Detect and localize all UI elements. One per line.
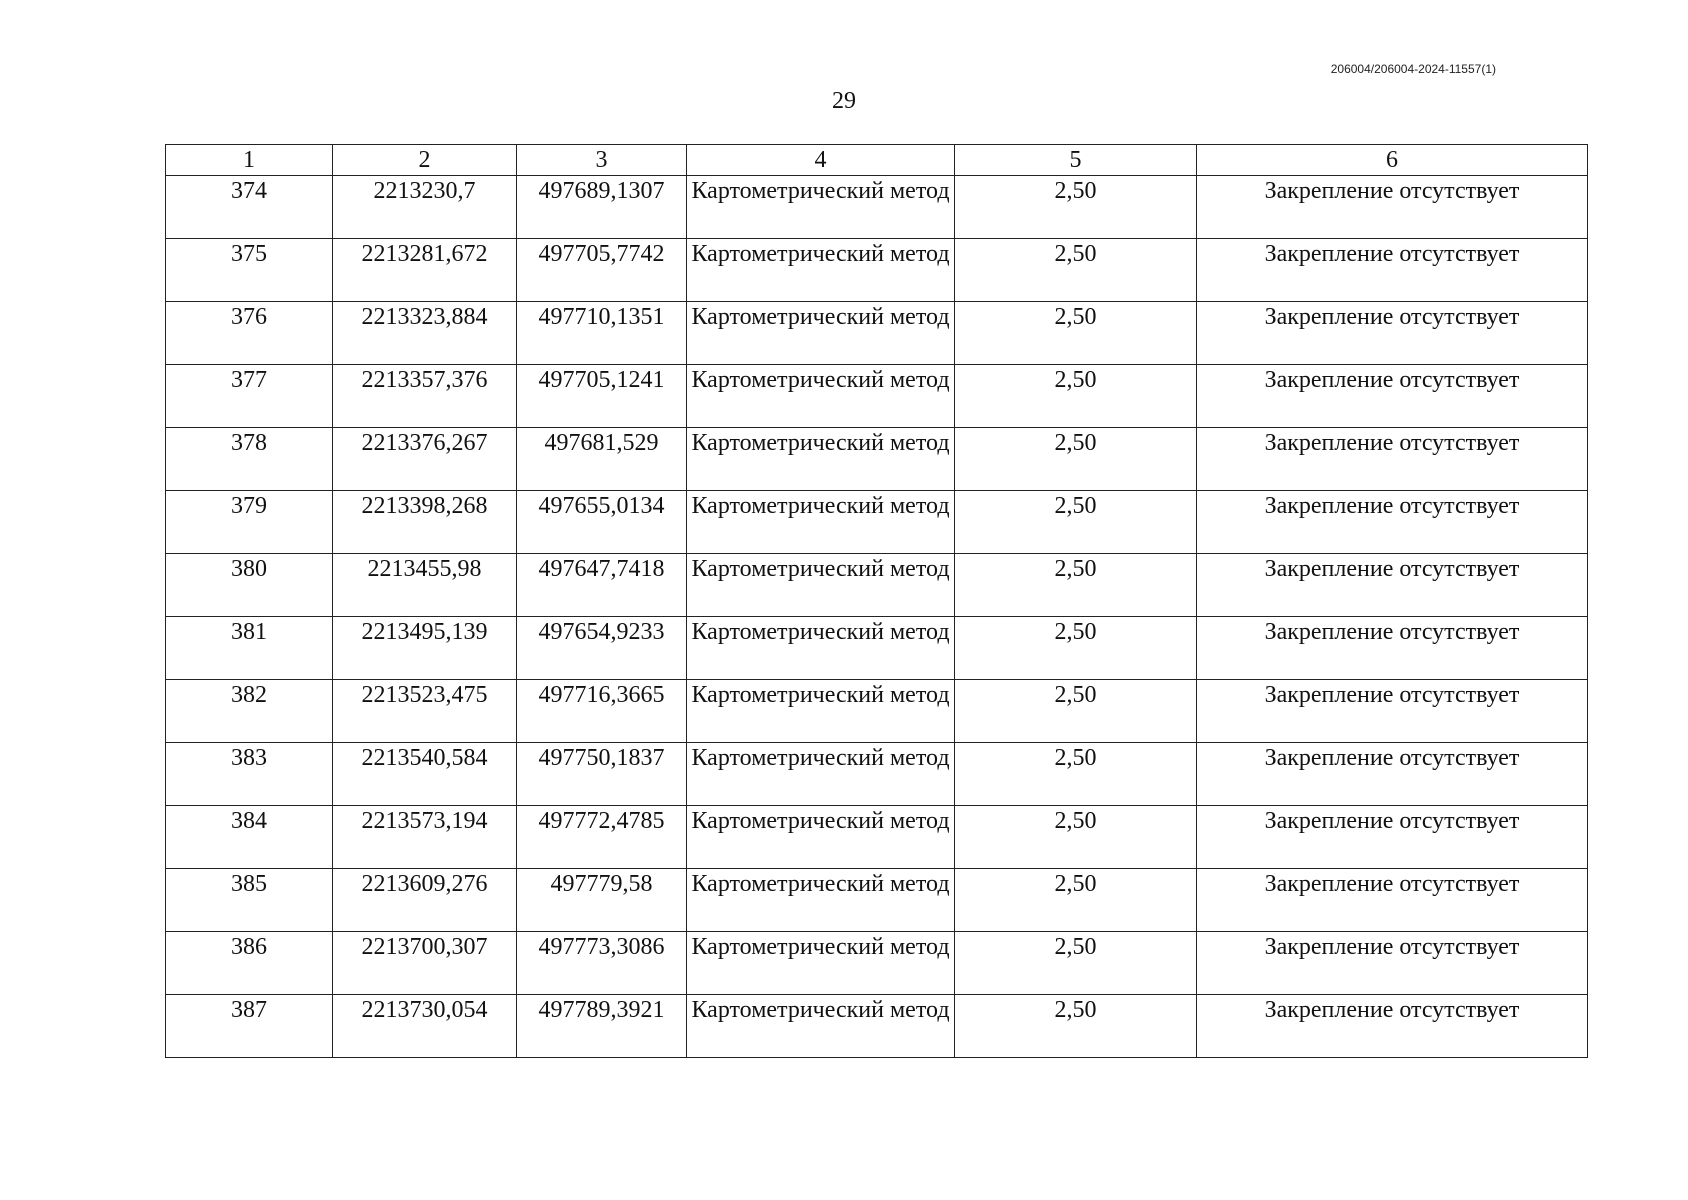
marking-cell: Закрепление отсутствует	[1197, 176, 1588, 239]
y-coordinate-cell: 497716,3665	[517, 680, 687, 743]
marking-cell: Закрепление отсутствует	[1197, 491, 1588, 554]
document-id: 206004/206004-2024-11557(1)	[1330, 62, 1496, 76]
accuracy-cell: 2,50	[955, 365, 1197, 428]
marking-cell: Закрепление отсутствует	[1197, 554, 1588, 617]
method-cell: Картометрический метод	[687, 743, 955, 806]
marking-cell: Закрепление отсутствует	[1197, 743, 1588, 806]
x-coordinate-cell: 2213357,376	[333, 365, 517, 428]
method-cell: Картометрический метод	[687, 302, 955, 365]
method-cell: Картометрический метод	[687, 554, 955, 617]
x-coordinate-cell: 2213573,194	[333, 806, 517, 869]
x-coordinate-cell: 2213230,7	[333, 176, 517, 239]
table-row	[166, 869, 1588, 932]
table-row	[166, 932, 1588, 995]
accuracy-cell: 2,50	[955, 176, 1197, 239]
x-coordinate-cell: 2213523,475	[333, 680, 517, 743]
y-coordinate-cell: 497710,1351	[517, 302, 687, 365]
point-number-cell: 381	[166, 617, 333, 680]
y-coordinate-cell: 497789,3921	[517, 995, 687, 1058]
point-number-cell: 375	[166, 239, 333, 302]
marking-cell: Закрепление отсутствует	[1197, 995, 1588, 1058]
coordinates-table	[165, 144, 1588, 1058]
point-number-cell: 377	[166, 365, 333, 428]
point-number-cell: 383	[166, 743, 333, 806]
column-header: 3	[517, 145, 687, 176]
y-coordinate-cell: 497779,58	[517, 869, 687, 932]
point-number-cell: 387	[166, 995, 333, 1058]
point-number-cell: 382	[166, 680, 333, 743]
marking-cell: Закрепление отсутствует	[1197, 365, 1588, 428]
accuracy-cell: 2,50	[955, 995, 1197, 1058]
method-cell: Картометрический метод	[687, 869, 955, 932]
point-number-cell: 384	[166, 806, 333, 869]
table-row	[166, 302, 1588, 365]
point-number-cell: 378	[166, 428, 333, 491]
table-row	[166, 176, 1588, 239]
column-header: 1	[166, 145, 333, 176]
table-row	[166, 428, 1588, 491]
marking-cell: Закрепление отсутствует	[1197, 302, 1588, 365]
table-row	[166, 554, 1588, 617]
method-cell: Картометрический метод	[687, 239, 955, 302]
x-coordinate-cell: 2213609,276	[333, 869, 517, 932]
method-cell: Картометрический метод	[687, 491, 955, 554]
table-row	[166, 806, 1588, 869]
y-coordinate-cell: 497705,7742	[517, 239, 687, 302]
accuracy-cell: 2,50	[955, 239, 1197, 302]
x-coordinate-cell: 2213398,268	[333, 491, 517, 554]
y-coordinate-cell: 497681,529	[517, 428, 687, 491]
marking-cell: Закрепление отсутствует	[1197, 680, 1588, 743]
column-header: 5	[955, 145, 1197, 176]
method-cell: Картометрический метод	[687, 428, 955, 491]
method-cell: Картометрический метод	[687, 995, 955, 1058]
table-row	[166, 743, 1588, 806]
y-coordinate-cell: 497772,4785	[517, 806, 687, 869]
table-row	[166, 995, 1588, 1058]
method-cell: Картометрический метод	[687, 932, 955, 995]
accuracy-cell: 2,50	[955, 302, 1197, 365]
point-number-cell: 380	[166, 554, 333, 617]
y-coordinate-cell: 497705,1241	[517, 365, 687, 428]
x-coordinate-cell: 2213730,054	[333, 995, 517, 1058]
point-number-cell: 386	[166, 932, 333, 995]
method-cell: Картометрический метод	[687, 176, 955, 239]
point-number-cell: 385	[166, 869, 333, 932]
y-coordinate-cell: 497773,3086	[517, 932, 687, 995]
page-number: 29	[832, 88, 856, 114]
x-coordinate-cell: 2213540,584	[333, 743, 517, 806]
method-cell: Картометрический метод	[687, 806, 955, 869]
marking-cell: Закрепление отсутствует	[1197, 239, 1588, 302]
method-cell: Картометрический метод	[687, 617, 955, 680]
accuracy-cell: 2,50	[955, 428, 1197, 491]
column-header: 6	[1197, 145, 1588, 176]
accuracy-cell: 2,50	[955, 617, 1197, 680]
accuracy-cell: 2,50	[955, 869, 1197, 932]
table-row	[166, 491, 1588, 554]
column-header: 4	[687, 145, 955, 176]
y-coordinate-cell: 497654,9233	[517, 617, 687, 680]
y-coordinate-cell: 497647,7418	[517, 554, 687, 617]
x-coordinate-cell: 2213495,139	[333, 617, 517, 680]
x-coordinate-cell: 2213323,884	[333, 302, 517, 365]
column-header: 2	[333, 145, 517, 176]
table-row	[166, 680, 1588, 743]
x-coordinate-cell: 2213281,672	[333, 239, 517, 302]
y-coordinate-cell: 497655,0134	[517, 491, 687, 554]
method-cell: Картометрический метод	[687, 365, 955, 428]
x-coordinate-cell: 2213700,307	[333, 932, 517, 995]
point-number-cell: 379	[166, 491, 333, 554]
marking-cell: Закрепление отсутствует	[1197, 932, 1588, 995]
table-row	[166, 617, 1588, 680]
accuracy-cell: 2,50	[955, 491, 1197, 554]
table-body	[166, 176, 1588, 1058]
accuracy-cell: 2,50	[955, 932, 1197, 995]
point-number-cell: 376	[166, 302, 333, 365]
table-header-row	[166, 145, 1588, 176]
y-coordinate-cell: 497689,1307	[517, 176, 687, 239]
accuracy-cell: 2,50	[955, 680, 1197, 743]
accuracy-cell: 2,50	[955, 806, 1197, 869]
accuracy-cell: 2,50	[955, 743, 1197, 806]
point-number-cell: 374	[166, 176, 333, 239]
x-coordinate-cell: 2213376,267	[333, 428, 517, 491]
accuracy-cell: 2,50	[955, 554, 1197, 617]
marking-cell: Закрепление отсутствует	[1197, 869, 1588, 932]
method-cell: Картометрический метод	[687, 680, 955, 743]
x-coordinate-cell: 2213455,98	[333, 554, 517, 617]
marking-cell: Закрепление отсутствует	[1197, 806, 1588, 869]
table-row	[166, 239, 1588, 302]
marking-cell: Закрепление отсутствует	[1197, 428, 1588, 491]
table-row	[166, 365, 1588, 428]
y-coordinate-cell: 497750,1837	[517, 743, 687, 806]
marking-cell: Закрепление отсутствует	[1197, 617, 1588, 680]
